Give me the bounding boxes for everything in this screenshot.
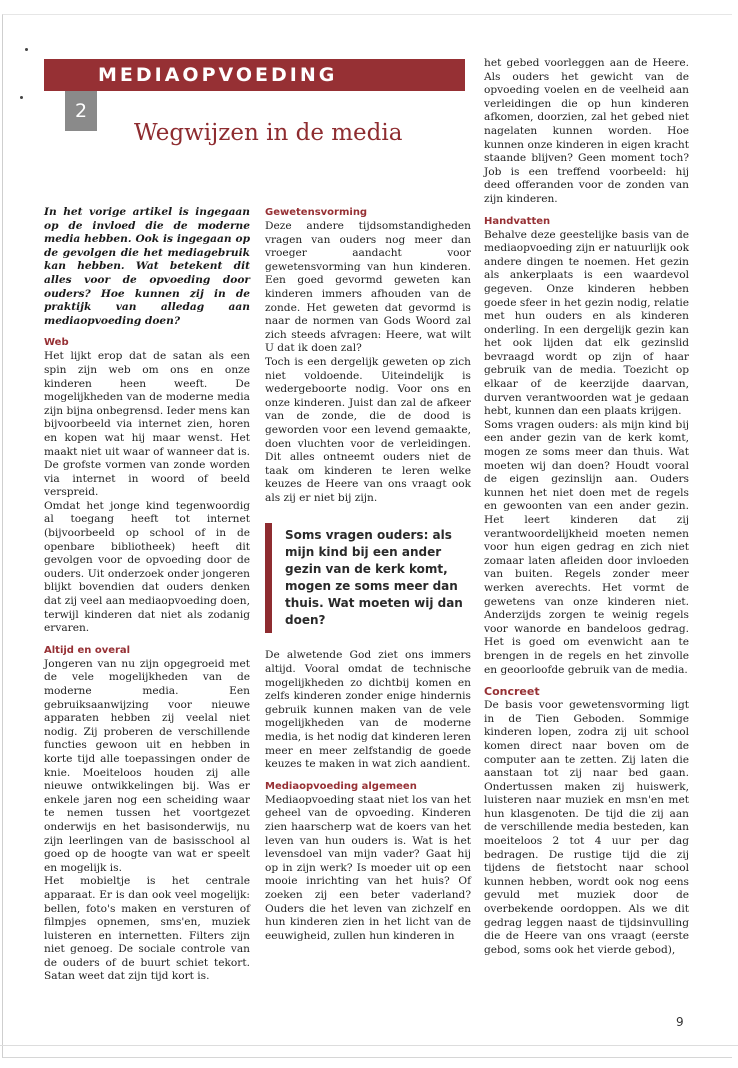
page-number: 9: [676, 1015, 684, 1029]
paragraph: Soms vragen ouders: als mijn kind bij een ander gezin van de kerk komt, mogen ze soms meer dan thuis. Wat moeten wij dan doen? Houdt vooral de eigen gezinslijn aan. Ouders kunnen het niet doen met de regels en gewoonten van een ander gezin. Het leert kinderen dat zij verantwoordelijkheid moeten nemen voor hun eigen gedrag en zich niet zomaar laten afleiden door invloeden van buiten. Regels zonder meer werken averechts. Het vormt de gewetens van onze kinderen niet. Anderzijds zorgen te weinig regels voor wanorde en bandeloos gedrag. Het is goed om evenwicht aan te brengen in de regels en het zinvolle en geoorloofde gebruik van de media.: [484, 418, 689, 676]
heading-mediaopvoeding-algemeen: Mediaopvoeding algemeen: [265, 780, 417, 792]
pull-quote-bar: [265, 523, 272, 633]
heading-web: Web: [44, 337, 69, 349]
intro-paragraph: In het vorige artikel is ingegaan op de invloed die de moderne media hebben. Ook is ingegaan op de gevolgen die het mediagebruik kan hebben. Wat betekent dit alles voor de opvoeding door ouders? Hoe kunnen zij in de praktijk van alledag aan mediaopvoeding doen?: [44, 206, 250, 327]
heading-altijd-en-overal: Altijd en overal: [44, 644, 131, 656]
pull-quote: [265, 523, 471, 633]
paragraph: De alwetende God ziet ons immers altijd. Vooral omdat de technische mogelijkheden zo dichtbij komen en zelfs kinderen zonder enige hindernis gebruik kunnen maken van de vele mogelijkheden van de moderne media, is het nodig dat kinderen leren meer en meer zelfstandig de goede keuzes te maken in wat zich aandient.: [265, 649, 471, 771]
part-number-badge: 2: [65, 91, 97, 131]
column-2: [265, 206, 471, 943]
paragraph: Omdat het jonge kind tegenwoordig al toegang heeft tot internet (bijvoorbeeld op school of in de openbare bibliotheek) heeft dit gevolgen voor de opvoeding door de ouders. Uit onderzoek onder jongeren blijkt bovendien dat ouders denken dat zij veel aan mediaopvoeding doen, terwijl kinderen dat niet als zodanig ervaren.: [44, 499, 250, 635]
scan-speck: [20, 96, 23, 99]
paragraph: Deze andere tijdsomstandigheden vragen van ouders nog meer dan vroeger aandacht voor gewetensvorming van hun kinderen. Een goed gevormd geweten kan kinderen immers afhouden van de zonde. Het geweten dat gevormd is naar de normen van Gods Woord zal zich steeds afvragen: Heere, wat wilt U dat ik doen zal?: [265, 220, 471, 355]
pull-quote-text: Soms vragen ouders: als mijn kind bij een ander gezin van de kerk komt, mogen ze soms meer dan thuis. Wat moeten wij dan doen?: [285, 528, 463, 628]
footer-divider: [0, 1045, 738, 1046]
paragraph: Jongeren van nu zijn opgegroeid met de vele mogelijkheden van de moderne media. Een gebruiksaanwijzing voor nieuwe apparaten hebben zij veelal niet nodig. Zij proberen de verschillende functies gewoon uit en hebben in korte tijd alle toepassingen onder de knie. Moeiteloos houden zij alle nieuwe ontwikkelingen bij. Was er enkele jaren nog een scheiding waar te nemen tussen het voortgezet onderwijs en het basisonderwijs, nu zijn leerlingen van de basisschool al goed op de hoogte van wat er speelt en mogelijk is.: [44, 657, 250, 874]
heading-gewetensvorming: Gewetensvorming: [265, 207, 368, 218]
column-3: [484, 57, 689, 957]
column-1: [44, 206, 250, 984]
paragraph: Mediaopvoeding staat niet los van het geheel van de opvoeding. Kinderen zien haarscherp wat de koers van het leven van hun ouders is. Wat is het levensdoel van mijn vader? Gaat hij op in zijn werk? Is moeder uit op een mooie inrichting van het huis? Of zoeken zij een beter vaderland? Ouders die het leven van zichzelf en hun kinderen zien in het licht van de eeuwigheid, zullen hun kinderen in: [265, 793, 471, 942]
paragraph: het gebed voorleggen aan de Heere. Als ouders het gewicht van de opvoeding voelen en de veelheid aan verleidingen die op hun kinderen afkomen, doorzien, zal het gebed niet nagelaten kunnen worden. Hoe kunnen onze kinderen in eigen kracht staande blijven? Geen moment toch? Job is een treffend voorbeeld: hij deed offeranden voor de zonden van zijn kinderen.: [484, 57, 689, 205]
heading-concreet: Concreet: [484, 685, 540, 699]
section-label: MEDIAOPVOEDING: [98, 64, 338, 86]
paragraph: Behalve deze geestelijke basis van de mediaopvoeding zijn er natuurlijk ook andere dingen te noemen. Het gezin als ankerplaats is een waardevol gegeven. Onze kinderen hebben goede sfeer in het gezin nodig, relatie met hun ouders en als kinderen onderling. In een dergelijk gezin kan het ook lijden dat elk gezinslid bevraagd wordt op zijn of haar gebruik van de media. Toezicht op elkaar of de keerzijde daarvan, durven verantwoorden wat je gedaan hebt, kunnen dan een plaats krijgen.: [484, 228, 689, 418]
paragraph: Het lijkt erop dat de satan als een spin zijn web om ons en onze kinderen heen weeft. De mogelijkheden van de moderne media zijn bijna onbegrensd. Ieder mens kan bijvoorbeeld via internet zien, horen en kopen wat hij maar wenst. Het maakt niet uit waar of wanneer dat is. De grofste vormen van zonde worden via internet in woord of beeld verspreid.: [44, 350, 250, 499]
paragraph: Toch is een dergelijk geweten op zich niet voldoende. Uiteindelijk is wedergeboorte nodig. Voor ons en onze kinderen. Juist dan zal de afkeer van de zonde, die de dood is geworden voor een levend gemaakte, doen vluchten voor de verleidingen. Dit alles ontneemt ouders niet de taak om kinderen te leren welke keuzes de Heere van ons vraagt ook als zij er niet bij zijn.: [265, 355, 471, 504]
paragraph: De basis voor gewetensvorming ligt in de Tien Geboden. Sommige kinderen lopen, zodra zij uit school komen direct naar boven om de computer aan te zetten. Zij laten die aanstaan tot zij naar bed gaan. Ondertussen maken zij huiswerk, luisteren naar muziek en msn'en met hun klasgenoten. De tijd die zij aan de verschillende media besteden, kan moeiteloos 2 tot 4 uur per dag bedragen. De rustige tijd die zij tijdens de fietstocht naar school kunnen hebben, wordt ook nog eens gevuld met muziek door de overbekende oordoppen. Als we dit gedrag leggen naast de tijdsinvulling die de Heere van ons vraagt (eerste gebod, soms ook het vierde gebod),: [484, 699, 689, 956]
paragraph: Het mobieltje is het centrale apparaat. Er is dan ook veel mogelijk: bellen, foto's maken en versturen of filmpjes opnemen, sms'en, muziek luisteren en internetten. Filters zijn niet genoeg. De sociale controle van de ouders of de buurt schiet tekort. Satan weet dat zijn tijd kort is.: [44, 875, 250, 983]
scan-speck: [25, 48, 28, 51]
article-title: Wegwijzen in de media: [134, 120, 403, 146]
heading-handvatten: Handvatten: [484, 215, 551, 227]
